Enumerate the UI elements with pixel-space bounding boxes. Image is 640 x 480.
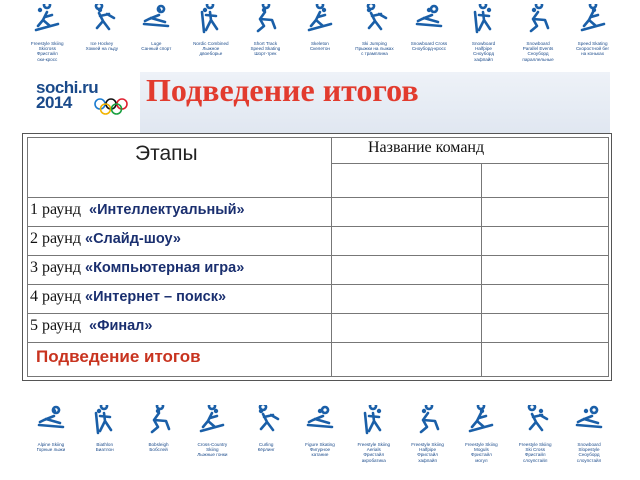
round-4-label <box>30 288 226 306</box>
sochi-2014-logo <box>36 78 140 114</box>
pictogram-caption: Nordic Combined Лыжное двоеборье <box>193 41 229 57</box>
round-1-prefix: 1 раунд <box>30 201 81 218</box>
pictogram-cross-country <box>189 405 235 477</box>
summary-label: Подведение итогов <box>36 347 201 366</box>
pictogram-caption: Figure Skating Фигурное катание <box>305 442 335 458</box>
nordic-combined-icon <box>196 4 226 39</box>
pictogram-nordic-combined <box>188 4 234 72</box>
pictogram-caption: Cross-Country Skiing Лыжные гонки <box>197 442 228 458</box>
alpine-skiing-icon <box>36 405 66 440</box>
pictogram-ski-jumping <box>351 4 397 72</box>
pictogram-caption: Ski Jumping Прыжки на лыжах с трамплина <box>355 41 394 57</box>
freestyle-halfpipe-icon <box>413 405 443 440</box>
biathlon-icon <box>90 405 120 440</box>
freestyle-slopestyle-icon <box>520 405 550 440</box>
pictogram-freestyle-halfpipe <box>405 405 451 477</box>
row-3-team-1-cell <box>331 255 482 285</box>
bobsleigh-icon <box>144 405 174 440</box>
row-1-team-1-cell <box>331 197 482 227</box>
pictogram-caption: Snowboard Halfpipe Сноуборд хафпайп <box>471 41 496 62</box>
freestyle-skiing-icon <box>32 4 62 39</box>
pictogram-caption: Luge Санный спорт <box>141 41 172 52</box>
pictogram-caption: Ice Hockey Хоккей на льду <box>85 41 119 52</box>
pictogram-alpine-skiing <box>28 405 74 477</box>
pictogram-skeleton <box>297 4 343 72</box>
row-1-team-2-cell <box>481 197 609 227</box>
olympic-rings-icon <box>92 98 142 116</box>
pictogram-caption: Snowboard Slopestyle Сноуборд слоупстайл <box>576 442 602 463</box>
short-track-icon <box>250 4 280 39</box>
pictogram-freestyle-moguls <box>458 405 504 477</box>
slide-title: Подведение итогов <box>146 72 419 108</box>
pictogram-curling <box>243 405 289 477</box>
pictogram-caption: Biathlon Биатлон <box>95 442 114 453</box>
round-4-name: «Интернет – поиск» <box>85 289 227 305</box>
row-2-team-2-cell <box>481 226 609 256</box>
round-5-prefix: 5 раунд <box>30 317 81 334</box>
pictogram-strip-bottom <box>0 405 640 477</box>
cross-country-icon <box>197 405 227 440</box>
row-4-team-1-cell <box>331 284 482 314</box>
pictogram-caption: Snowboard Parallel Events Сноуборд параллельные <box>522 41 554 62</box>
round-3-name: «Компьютерная игра» <box>85 260 245 276</box>
round-2-label <box>30 230 181 248</box>
row-2-team-1-cell <box>331 226 482 256</box>
ice-hockey-icon <box>87 4 117 39</box>
snowboard-parallel-icon <box>523 4 553 39</box>
pictogram-short-track <box>242 4 288 72</box>
pictogram-freestyle-aerials <box>351 405 397 477</box>
pictogram-caption: Freestyle Skiing Aerials Фристайл акробатика <box>357 442 391 463</box>
round-3-label <box>30 259 244 277</box>
freestyle-aerials-icon <box>359 405 389 440</box>
round-2-prefix: 2 раунд <box>30 230 81 247</box>
pictogram-caption: Speed Skating Скоростной бег на коньках <box>575 41 610 57</box>
row-5-team-2-cell <box>481 313 609 343</box>
team-1-header-cell <box>331 163 482 198</box>
pictogram-snowboard-cross <box>406 4 452 72</box>
pictogram-snowboard-slopestyle <box>566 405 612 477</box>
round-4-prefix: 4 раунд <box>30 288 81 305</box>
round-2-name: «Слайд-шоу» <box>85 231 181 247</box>
snowboard-cross-icon <box>414 4 444 39</box>
team-2-header-cell <box>481 163 609 198</box>
freestyle-moguls-icon <box>466 405 496 440</box>
round-3-prefix: 3 раунд <box>30 259 81 276</box>
pictogram-caption: Alpine Skiing Горные лыжи <box>36 442 66 453</box>
pictogram-caption: Freestyle Skiing Halfpipe Фристайл хафпайп <box>411 442 444 463</box>
pictogram-figure-skating <box>297 405 343 477</box>
speed-skating-icon <box>578 4 608 39</box>
stage-header: Этапы <box>135 142 198 165</box>
pictogram-caption: Freestyle Skiing Moguls Фристайл могул <box>465 442 498 463</box>
logo-text-year: 2014 <box>36 93 72 112</box>
row-5-team-1-cell <box>331 313 482 343</box>
round-1-name: «Интеллектуальный» <box>89 202 245 218</box>
logo-text-sochi: sochi.ru <box>36 78 99 97</box>
pictogram-bobsleigh <box>136 405 182 477</box>
row-4-team-2-cell <box>481 284 609 314</box>
curling-icon <box>251 405 281 440</box>
pictogram-strip-top <box>0 4 640 72</box>
pictogram-luge <box>133 4 179 72</box>
pictogram-caption: Short Track Speed Skating Шорт-трек <box>250 41 281 57</box>
pictogram-caption: Curling Кёрлинг <box>257 442 275 453</box>
round-1-label <box>30 201 245 219</box>
row-3-team-2-cell <box>481 255 609 285</box>
teams-header: Название команд <box>368 139 485 156</box>
pictogram-caption: Snowboard Cross Сноуборд-кросс <box>410 41 448 52</box>
snowboard-halfpipe-icon <box>469 4 499 39</box>
luge-icon <box>141 4 171 39</box>
summary-team-1-cell <box>331 342 482 377</box>
pictogram-snowboard-halfpipe <box>461 4 507 72</box>
figure-skating-icon <box>305 405 335 440</box>
pictogram-caption: Freestyle Skiing Skicross Фристайл ски-кросс <box>30 41 64 62</box>
skeleton-icon <box>305 4 335 39</box>
pictogram-freestyle-skiing <box>24 4 70 72</box>
round-5-label <box>30 317 152 335</box>
pictogram-caption: Bobsleigh Бобслей <box>148 442 169 453</box>
pictogram-biathlon <box>82 405 128 477</box>
pictogram-freestyle-slopestyle <box>512 405 558 477</box>
ski-jumping-icon <box>359 4 389 39</box>
pictogram-caption: Skeleton Скелетон <box>309 41 330 52</box>
snowboard-slopestyle-icon <box>574 405 604 440</box>
round-5-name: «Финал» <box>89 318 153 334</box>
pictogram-snowboard-parallel <box>515 4 561 72</box>
pictogram-ice-hockey <box>79 4 125 72</box>
pictogram-caption: Freestyle Skiing Ski Cross Фристайл слоупстайл <box>518 442 552 463</box>
summary-team-2-cell <box>481 342 609 377</box>
pictogram-speed-skating <box>570 4 616 72</box>
